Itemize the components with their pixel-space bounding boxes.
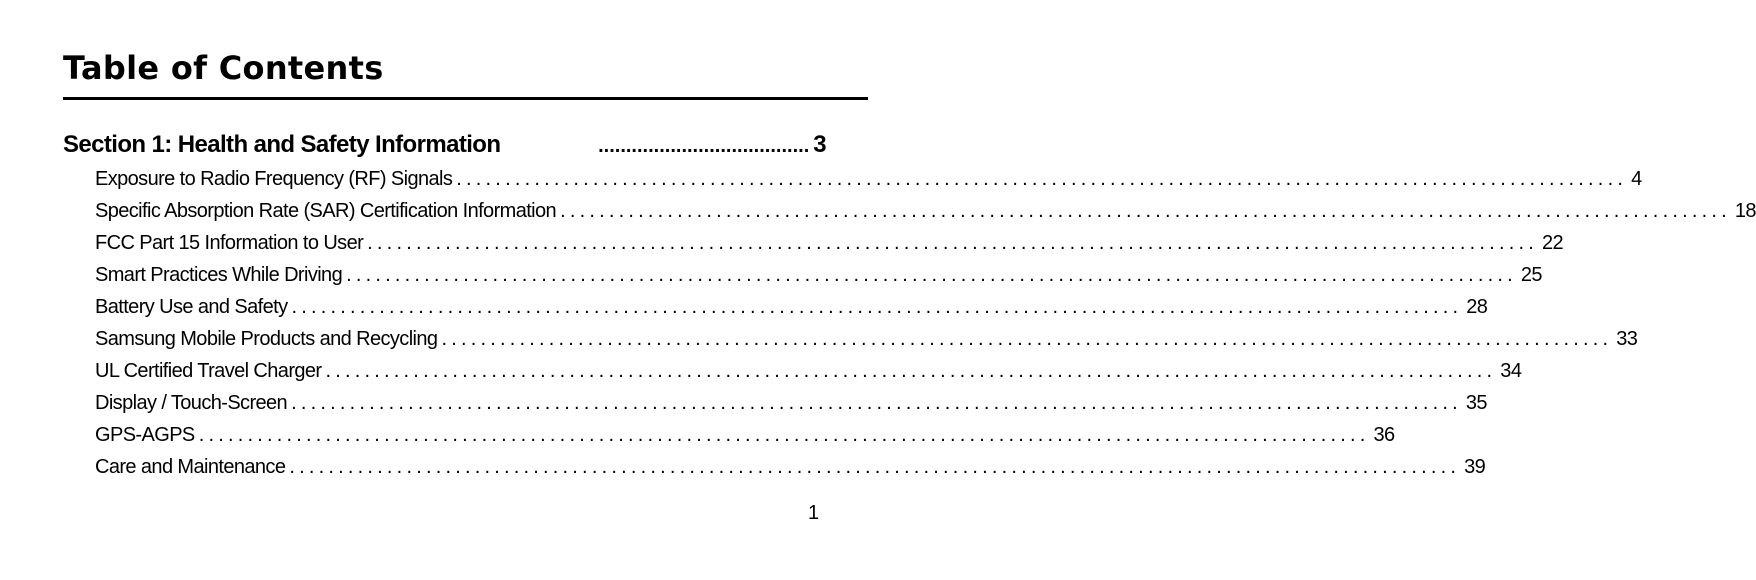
toc-entry-label: Exposure to Radio Frequency (RF) Signals bbox=[95, 168, 453, 190]
toc-entry[interactable] bbox=[63, 259, 1542, 291]
toc-entry[interactable] bbox=[63, 227, 1564, 259]
title-divider bbox=[63, 97, 868, 100]
toc-entry-label: FCC Part 15 Information to User bbox=[95, 232, 364, 254]
toc-entry-label: Display / Touch-Screen bbox=[95, 392, 288, 414]
toc-entry[interactable] bbox=[63, 195, 1756, 227]
toc-entry[interactable] bbox=[63, 291, 1488, 323]
toc-entry-page: 33 bbox=[1616, 328, 1638, 350]
toc-section-leader: ...................................... bbox=[598, 135, 810, 157]
toc-entry-page: 35 bbox=[1465, 392, 1487, 414]
toc-entry-page: 25 bbox=[1520, 264, 1542, 286]
toc-entry-leader: ........................................................................................................................ bbox=[456, 168, 1628, 190]
toc-entry-leader: ........................................................................................................................ bbox=[441, 328, 1613, 350]
page-number: 1 bbox=[808, 502, 820, 524]
toc-entry-leader: ........................................................................................................................ bbox=[560, 200, 1731, 222]
toc-entry-leader: ........................................................................................................................ bbox=[289, 456, 1461, 478]
toc-entry-label: Specific Absorption Rate (SAR) Certification Information bbox=[95, 200, 557, 222]
toc-section-page: 3 bbox=[813, 131, 826, 158]
toc-entry-page: 28 bbox=[1466, 296, 1488, 318]
toc-section-label: Section 1: Health and Safety Information bbox=[63, 131, 501, 158]
toc-entry-leader: ........................................................................................................................ bbox=[346, 264, 1517, 286]
toc-entry-label: Battery Use and Safety bbox=[95, 296, 288, 318]
toc-entry-page: 22 bbox=[1541, 232, 1564, 254]
page-title: Table of Contents bbox=[63, 49, 384, 87]
toc-entry[interactable] bbox=[63, 323, 1638, 355]
toc-entry[interactable] bbox=[63, 419, 1395, 451]
toc-entry-label: UL Certified Travel Charger bbox=[95, 360, 322, 382]
toc-entry-leader: ........................................................................................................................ bbox=[367, 232, 1538, 254]
toc-entry[interactable] bbox=[63, 355, 1522, 387]
toc-entry-label: Care and Maintenance bbox=[95, 456, 286, 478]
toc-entry-label: GPS-AGPS bbox=[95, 424, 195, 446]
toc-entry-label: Samsung Mobile Products and Recycling bbox=[95, 328, 438, 350]
toc-entry-leader: ........................................................................................................................ bbox=[291, 296, 1463, 318]
toc-entry[interactable] bbox=[63, 163, 1642, 195]
toc-entry-leader: ........................................................................................................................ bbox=[198, 424, 1370, 446]
table-of-contents bbox=[63, 128, 1756, 483]
toc-entry[interactable] bbox=[63, 451, 1486, 483]
toc-entry[interactable] bbox=[63, 387, 1487, 419]
toc-entry-page: 39 bbox=[1464, 456, 1486, 478]
toc-section-heading[interactable] bbox=[63, 128, 826, 163]
toc-entry-page: 18 bbox=[1734, 200, 1756, 222]
toc-entry-page: 36 bbox=[1373, 424, 1395, 446]
toc-entry-label: Smart Practices While Driving bbox=[95, 264, 343, 286]
toc-entry-page: 34 bbox=[1500, 360, 1522, 382]
toc-entry-page: 4 bbox=[1631, 168, 1642, 190]
toc-entry-leader: ........................................................................................................................ bbox=[291, 392, 1462, 414]
toc-entry-leader: ........................................................................................................................ bbox=[325, 360, 1497, 382]
